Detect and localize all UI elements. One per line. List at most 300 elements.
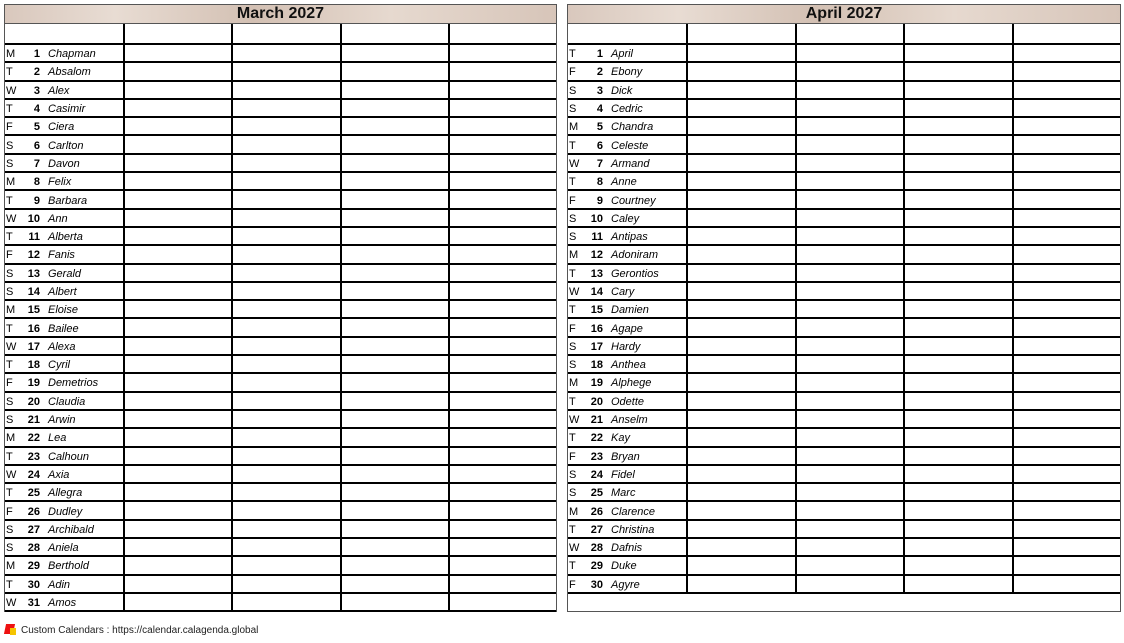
- note-cell[interactable]: [448, 63, 556, 79]
- note-cell[interactable]: [903, 466, 1012, 482]
- note-cell[interactable]: [231, 118, 339, 134]
- note-cell[interactable]: [903, 411, 1012, 427]
- note-cell[interactable]: [903, 576, 1012, 592]
- note-cell[interactable]: [795, 338, 904, 354]
- note-cell[interactable]: [686, 210, 795, 226]
- note-cell[interactable]: [123, 429, 231, 445]
- calendar-logo-icon: [5, 624, 17, 636]
- note-cell[interactable]: [903, 319, 1012, 335]
- note-cell[interactable]: [903, 63, 1012, 79]
- note-cell[interactable]: [231, 576, 339, 592]
- note-cell[interactable]: [686, 539, 795, 555]
- note-cell[interactable]: [795, 63, 904, 79]
- note-cell[interactable]: [903, 228, 1012, 244]
- note-cell[interactable]: [903, 338, 1012, 354]
- note-cell[interactable]: [231, 502, 339, 518]
- note-cell[interactable]: [340, 100, 448, 116]
- note-cell[interactable]: [123, 136, 231, 152]
- note-cell[interactable]: [686, 374, 795, 390]
- note-cell[interactable]: [340, 356, 448, 372]
- note-cell[interactable]: [903, 393, 1012, 409]
- note-cell[interactable]: [686, 228, 795, 244]
- note-cell[interactable]: [903, 210, 1012, 226]
- note-cell[interactable]: [795, 557, 904, 573]
- note-cell[interactable]: [448, 301, 556, 317]
- note-cell[interactable]: [340, 411, 448, 427]
- note-cell[interactable]: [123, 393, 231, 409]
- note-cell[interactable]: [448, 521, 556, 537]
- note-cell[interactable]: [340, 374, 448, 390]
- note-cell[interactable]: [795, 466, 904, 482]
- note-cell[interactable]: [123, 521, 231, 537]
- note-cell[interactable]: [903, 283, 1012, 299]
- note-cell[interactable]: [231, 301, 339, 317]
- note-cell[interactable]: [1012, 521, 1121, 537]
- note-cell[interactable]: [795, 265, 904, 281]
- note-cell[interactable]: [1012, 100, 1121, 116]
- note-cell[interactable]: [340, 82, 448, 98]
- note-cell[interactable]: [448, 210, 556, 226]
- note-cell[interactable]: [123, 484, 231, 500]
- note-cell[interactable]: [1012, 466, 1121, 482]
- note-cell[interactable]: [448, 356, 556, 372]
- note-cell[interactable]: [448, 82, 556, 98]
- note-cell[interactable]: [903, 557, 1012, 573]
- day-row: [5, 191, 556, 209]
- note-cell[interactable]: [340, 45, 448, 61]
- note-cell[interactable]: [686, 411, 795, 427]
- note-cell[interactable]: [903, 539, 1012, 555]
- note-cell[interactable]: [231, 411, 339, 427]
- note-cell[interactable]: [1012, 265, 1121, 281]
- name-day: Davon: [48, 157, 80, 170]
- day-of-week: F: [6, 505, 13, 518]
- day-row: [5, 45, 556, 63]
- day-row: [5, 173, 556, 191]
- note-cell[interactable]: [340, 502, 448, 518]
- day-number: 11: [591, 231, 603, 244]
- note-cell[interactable]: [448, 466, 556, 482]
- day-of-week: F: [569, 194, 576, 207]
- note-cell[interactable]: [903, 100, 1012, 116]
- note-cell[interactable]: [448, 155, 556, 171]
- note-cell[interactable]: [340, 283, 448, 299]
- note-cell[interactable]: [448, 429, 556, 445]
- note-cell[interactable]: [795, 393, 904, 409]
- note-cell[interactable]: [123, 502, 231, 518]
- note-cell[interactable]: [903, 155, 1012, 171]
- day-of-week: T: [569, 523, 576, 536]
- note-cell[interactable]: [340, 448, 448, 464]
- note-cell[interactable]: [448, 484, 556, 500]
- day-number: 23: [27, 450, 40, 463]
- note-cell[interactable]: [231, 484, 339, 500]
- note-cell[interactable]: [340, 63, 448, 79]
- note-cell[interactable]: [686, 521, 795, 537]
- note-cell[interactable]: [795, 173, 904, 189]
- note-cell[interactable]: [795, 502, 904, 518]
- name-day: Lea: [48, 432, 67, 445]
- note-cell[interactable]: [123, 283, 231, 299]
- note-cell[interactable]: [448, 118, 556, 134]
- note-cell[interactable]: [340, 246, 448, 262]
- day-of-week: M: [6, 176, 16, 189]
- note-cell[interactable]: [903, 502, 1012, 518]
- note-cell[interactable]: [1012, 448, 1121, 464]
- note-cell[interactable]: [448, 502, 556, 518]
- note-cell[interactable]: [448, 173, 556, 189]
- note-cell[interactable]: [448, 557, 556, 573]
- note-cell[interactable]: [903, 136, 1012, 152]
- note-cell[interactable]: [448, 374, 556, 390]
- day-number: 6: [596, 139, 603, 152]
- day-row: [5, 228, 556, 246]
- note-cell[interactable]: [1012, 45, 1121, 61]
- name-day: April: [611, 48, 634, 61]
- note-cell[interactable]: [123, 155, 231, 171]
- day-number: 26: [590, 505, 603, 518]
- note-cell[interactable]: [1012, 228, 1121, 244]
- note-cell[interactable]: [340, 173, 448, 189]
- day-row: [568, 393, 1120, 411]
- note-cell[interactable]: [795, 301, 904, 317]
- note-cell[interactable]: [340, 210, 448, 226]
- note-cell[interactable]: [340, 521, 448, 537]
- note-cell[interactable]: [231, 374, 339, 390]
- note-cell[interactable]: [340, 228, 448, 244]
- day-row: [5, 448, 556, 466]
- note-cell[interactable]: [231, 338, 339, 354]
- note-cell[interactable]: [340, 429, 448, 445]
- note-cell[interactable]: [231, 429, 339, 445]
- day-of-week: T: [6, 359, 13, 372]
- note-cell[interactable]: [686, 283, 795, 299]
- note-cell[interactable]: [231, 82, 339, 98]
- day-number: 12: [27, 249, 40, 262]
- note-cell[interactable]: [123, 594, 231, 610]
- note-cell[interactable]: [903, 374, 1012, 390]
- note-cell[interactable]: [123, 63, 231, 79]
- note-cell[interactable]: [231, 100, 339, 116]
- note-cell[interactable]: [686, 338, 795, 354]
- note-cell[interactable]: [686, 45, 795, 61]
- note-cell[interactable]: [795, 228, 904, 244]
- note-cell[interactable]: [903, 45, 1012, 61]
- note-cell[interactable]: [123, 210, 231, 226]
- note-cell[interactable]: [448, 246, 556, 262]
- note-cell[interactable]: [686, 319, 795, 335]
- note-cell[interactable]: [686, 173, 795, 189]
- note-cell[interactable]: [686, 136, 795, 152]
- note-cell[interactable]: [1012, 301, 1121, 317]
- day-row: [568, 210, 1120, 228]
- note-cell[interactable]: [686, 502, 795, 518]
- note-cell[interactable]: [231, 521, 339, 537]
- name-day: Ciera: [48, 121, 75, 134]
- note-cell[interactable]: [686, 429, 795, 445]
- note-cell[interactable]: [795, 45, 904, 61]
- note-cell[interactable]: [340, 594, 448, 610]
- day-number: 15: [590, 304, 603, 317]
- note-cell[interactable]: [340, 191, 448, 207]
- day-row: [568, 82, 1120, 100]
- note-cell[interactable]: [795, 356, 904, 372]
- note-cell[interactable]: [123, 301, 231, 317]
- day-number: 28: [27, 542, 40, 555]
- day-row: [568, 301, 1120, 319]
- day-of-week: T: [569, 139, 576, 152]
- note-cell[interactable]: [448, 136, 556, 152]
- note-cell[interactable]: [123, 466, 231, 482]
- month-title: April 2027: [568, 5, 1120, 24]
- day-number: 14: [27, 286, 40, 298]
- note-cell[interactable]: [340, 539, 448, 555]
- note-cell[interactable]: [795, 210, 904, 226]
- note-cell[interactable]: [1012, 576, 1121, 592]
- note-cell[interactable]: [1012, 63, 1121, 79]
- note-cell[interactable]: [795, 429, 904, 445]
- note-cell[interactable]: [686, 393, 795, 409]
- day-number: 7: [596, 157, 603, 170]
- note-cell[interactable]: [686, 301, 795, 317]
- note-cell[interactable]: [903, 448, 1012, 464]
- note-cell[interactable]: [123, 100, 231, 116]
- note-cell[interactable]: [686, 63, 795, 79]
- day-of-week: M: [569, 377, 579, 390]
- note-cell[interactable]: [903, 356, 1012, 372]
- note-cell[interactable]: [448, 100, 556, 116]
- note-cell[interactable]: [686, 118, 795, 134]
- note-cell[interactable]: [448, 283, 556, 299]
- note-cell[interactable]: [231, 191, 339, 207]
- note-cell[interactable]: [448, 228, 556, 244]
- note-cell[interactable]: [231, 45, 339, 61]
- note-cell[interactable]: [123, 356, 231, 372]
- note-cell[interactable]: [795, 283, 904, 299]
- note-cell[interactable]: [903, 265, 1012, 281]
- note-cell[interactable]: [340, 466, 448, 482]
- note-cell[interactable]: [1012, 374, 1121, 390]
- note-cell[interactable]: [1012, 539, 1121, 555]
- note-cell[interactable]: [340, 319, 448, 335]
- note-cell[interactable]: [903, 301, 1012, 317]
- note-cell[interactable]: [1012, 136, 1121, 152]
- note-cell[interactable]: [231, 228, 339, 244]
- day-of-week: S: [569, 231, 577, 244]
- note-cell[interactable]: [231, 210, 339, 226]
- note-cell[interactable]: [231, 356, 339, 372]
- note-cell[interactable]: [1012, 155, 1121, 171]
- note-cell[interactable]: [686, 155, 795, 171]
- note-cell[interactable]: [448, 319, 556, 335]
- note-cell[interactable]: [795, 374, 904, 390]
- note-cell[interactable]: [448, 411, 556, 427]
- note-cell[interactable]: [231, 448, 339, 464]
- note-cell[interactable]: [448, 45, 556, 61]
- note-cell[interactable]: [340, 155, 448, 171]
- note-cell[interactable]: [686, 557, 795, 573]
- note-cell[interactable]: [795, 118, 904, 134]
- note-cell[interactable]: [340, 136, 448, 152]
- note-cell[interactable]: [903, 191, 1012, 207]
- note-cell[interactable]: [231, 557, 339, 573]
- note-cell[interactable]: [231, 155, 339, 171]
- note-cell[interactable]: [1012, 319, 1121, 335]
- day-number: 25: [27, 487, 40, 500]
- note-cell[interactable]: [231, 63, 339, 79]
- note-cell[interactable]: [123, 557, 231, 573]
- note-cell[interactable]: [1012, 502, 1121, 518]
- note-cell[interactable]: [123, 411, 231, 427]
- note-cell[interactable]: [231, 136, 339, 152]
- note-cell[interactable]: [795, 411, 904, 427]
- note-cell[interactable]: [795, 448, 904, 464]
- note-cell[interactable]: [448, 191, 556, 207]
- name-day: Anne: [611, 176, 637, 189]
- note-cell[interactable]: [123, 319, 231, 335]
- note-cell[interactable]: [448, 539, 556, 555]
- note-cell[interactable]: [686, 576, 795, 592]
- note-cell[interactable]: [686, 191, 795, 207]
- name-day: Arwin: [48, 414, 76, 427]
- note-cell[interactable]: [1012, 393, 1121, 409]
- note-cell[interactable]: [686, 82, 795, 98]
- note-cell[interactable]: [1012, 338, 1121, 354]
- note-cell[interactable]: [123, 228, 231, 244]
- note-cell[interactable]: [903, 246, 1012, 262]
- note-cell[interactable]: [795, 136, 904, 152]
- note-cell[interactable]: [340, 338, 448, 354]
- day-number: 27: [590, 523, 603, 536]
- note-cell[interactable]: [795, 576, 904, 592]
- name-day: Carlton: [48, 139, 84, 152]
- name-day: Absalom: [48, 66, 91, 79]
- note-cell[interactable]: [448, 265, 556, 281]
- note-cell[interactable]: [1012, 191, 1121, 207]
- note-cell[interactable]: [231, 539, 339, 555]
- note-cell[interactable]: [686, 356, 795, 372]
- note-cell[interactable]: [795, 155, 904, 171]
- note-cell[interactable]: [448, 393, 556, 409]
- note-cell[interactable]: [123, 374, 231, 390]
- day-row: [5, 265, 556, 283]
- note-cell[interactable]: [795, 246, 904, 262]
- note-cell[interactable]: [686, 484, 795, 500]
- note-cell[interactable]: [231, 466, 339, 482]
- note-cell[interactable]: [686, 246, 795, 262]
- note-cell[interactable]: [686, 466, 795, 482]
- note-cell[interactable]: [231, 265, 339, 281]
- day-row: [5, 521, 556, 539]
- day-number: 30: [27, 578, 40, 591]
- note-cell[interactable]: [123, 246, 231, 262]
- note-cell[interactable]: [795, 100, 904, 116]
- note-cell[interactable]: [340, 118, 448, 134]
- day-number: 13: [590, 267, 603, 280]
- note-cell[interactable]: [1012, 356, 1121, 372]
- note-cell[interactable]: [795, 521, 904, 537]
- note-cell[interactable]: [795, 82, 904, 98]
- day-number: 1: [33, 48, 40, 61]
- note-cell[interactable]: [231, 246, 339, 262]
- note-cell[interactable]: [448, 338, 556, 354]
- note-cell[interactable]: [795, 319, 904, 335]
- note-cell[interactable]: [123, 45, 231, 61]
- note-cell[interactable]: [123, 448, 231, 464]
- note-cell[interactable]: [123, 539, 231, 555]
- note-cell[interactable]: [340, 484, 448, 500]
- note-cell[interactable]: [903, 429, 1012, 445]
- note-cell[interactable]: [231, 173, 339, 189]
- note-cell[interactable]: [123, 191, 231, 207]
- name-day: Gerald: [48, 267, 82, 280]
- note-cell[interactable]: [795, 191, 904, 207]
- day-row: [5, 283, 556, 301]
- note-cell[interactable]: [903, 521, 1012, 537]
- note-cell[interactable]: [123, 82, 231, 98]
- note-cell[interactable]: [1012, 173, 1121, 189]
- note-cell[interactable]: [340, 265, 448, 281]
- day-number: 7: [33, 157, 40, 170]
- day-row: [5, 118, 556, 136]
- note-cell[interactable]: [1012, 283, 1121, 299]
- footer: [5, 624, 258, 636]
- day-row: [568, 576, 1120, 594]
- note-cell[interactable]: [340, 393, 448, 409]
- name-day: Eloise: [48, 304, 78, 317]
- note-cell[interactable]: [1012, 411, 1121, 427]
- note-cell[interactable]: [903, 173, 1012, 189]
- note-cell[interactable]: [448, 594, 556, 610]
- note-cell[interactable]: [903, 484, 1012, 500]
- note-cell[interactable]: [795, 539, 904, 555]
- day-row: [568, 63, 1120, 81]
- note-cell[interactable]: [1012, 557, 1121, 573]
- note-cell[interactable]: [123, 576, 231, 592]
- note-cell[interactable]: [686, 448, 795, 464]
- note-cell[interactable]: [231, 283, 339, 299]
- note-cell[interactable]: [123, 173, 231, 189]
- note-cell[interactable]: [340, 576, 448, 592]
- name-day: Berthold: [48, 560, 89, 573]
- note-cell[interactable]: [1012, 118, 1121, 134]
- note-cell[interactable]: [123, 118, 231, 134]
- note-cell[interactable]: [1012, 484, 1121, 500]
- note-cell[interactable]: [448, 448, 556, 464]
- note-cell[interactable]: [123, 265, 231, 281]
- note-cell[interactable]: [1012, 82, 1121, 98]
- day-row: [5, 155, 556, 173]
- note-cell[interactable]: [231, 393, 339, 409]
- note-cell[interactable]: [686, 265, 795, 281]
- note-cell[interactable]: [340, 557, 448, 573]
- note-cell[interactable]: [795, 484, 904, 500]
- note-cell[interactable]: [231, 594, 339, 610]
- note-cell[interactable]: [340, 301, 448, 317]
- note-cell[interactable]: [903, 82, 1012, 98]
- note-cell[interactable]: [448, 576, 556, 592]
- note-cell[interactable]: [123, 338, 231, 354]
- note-cell[interactable]: [1012, 210, 1121, 226]
- note-cell[interactable]: [231, 319, 339, 335]
- note-cell[interactable]: [1012, 246, 1121, 262]
- note-cell[interactable]: [1012, 429, 1121, 445]
- name-day: Alberta: [48, 231, 83, 244]
- footer-link[interactable]: Custom Calendars : https://calendar.calagenda.global: [21, 624, 259, 636]
- day-number: 2: [33, 66, 40, 79]
- note-cell[interactable]: [686, 100, 795, 116]
- note-cell[interactable]: [903, 118, 1012, 134]
